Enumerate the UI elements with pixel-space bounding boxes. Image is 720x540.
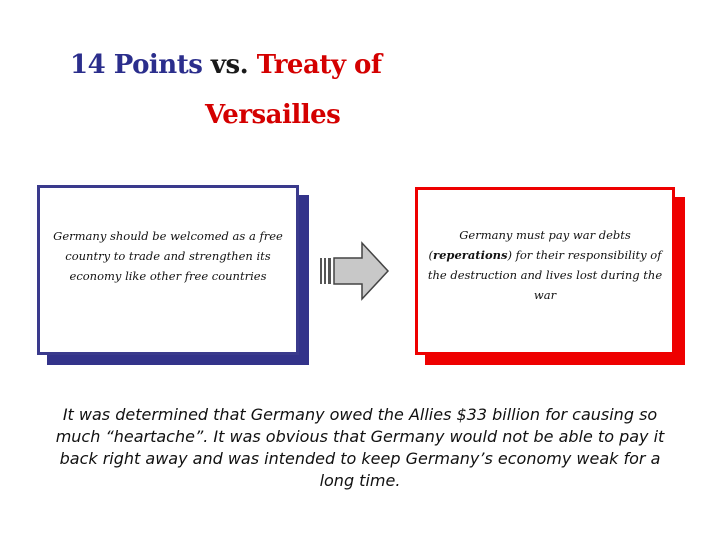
- reparations-term: reperations: [433, 248, 508, 262]
- summary-paragraph: It was determined that Germany owed the Allies $33 billion for causing so much “heartache”. It was obvious that Germany would not be able to pay it back right away and was intended to keep Germany’s economy weak for a long time.: [55, 405, 665, 490]
- treaty-text: [418, 225, 672, 317]
- slide-title: [70, 50, 382, 80]
- fourteen-points-text: Germany should be welcomed as a free country to trade and strengthen its economy like other free countries: [53, 229, 283, 283]
- fourteen-points-box: [37, 185, 299, 355]
- title-vs: vs.: [210, 50, 249, 80]
- treaty-of-versailles-box: [415, 187, 675, 355]
- treaty-text-before: Germany must pay war debts (: [428, 228, 631, 262]
- right-arrow-icon: [320, 240, 390, 304]
- title-treaty-of: Treaty of: [256, 50, 382, 80]
- title-versailles: Versailles: [205, 100, 341, 130]
- title-14-points: 14 Points: [70, 50, 203, 80]
- treaty-text-after: ) for their responsibility of the destruction and lives lost during the war: [427, 248, 663, 302]
